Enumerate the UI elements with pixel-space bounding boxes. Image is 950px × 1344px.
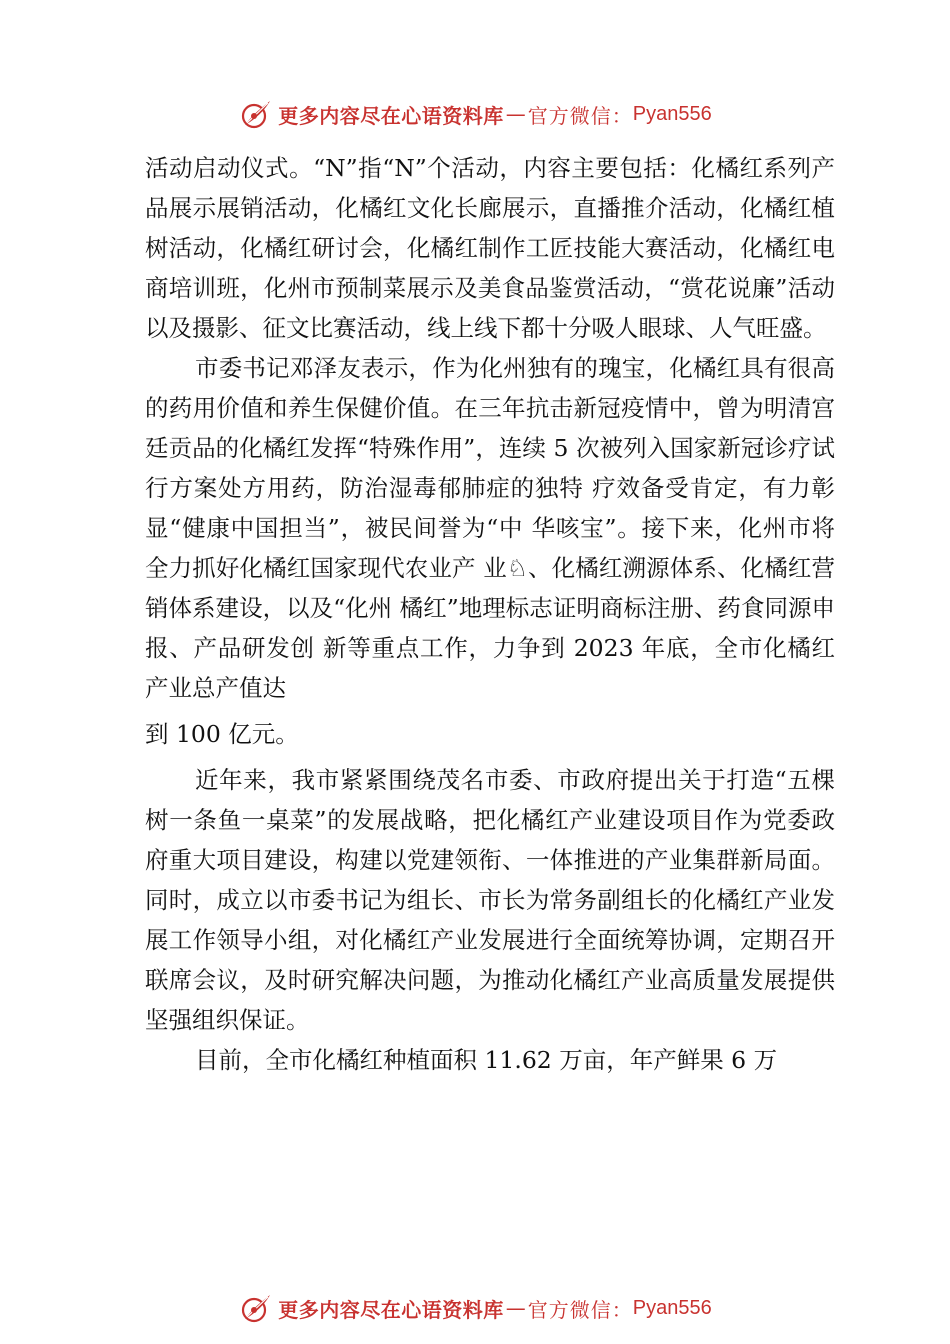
banner-wechat-handle: Pyan556 [632, 102, 712, 125]
quill-pen-logo-icon [238, 1290, 274, 1326]
paragraph-secretary-statement-tail: 到 100 亿元。 [145, 720, 299, 748]
quill-pen-logo-icon [238, 96, 274, 132]
paragraph-secretary-statement: 市委书记邓泽友表示，作为化州独有的瑰宝，化橘红具有很高的药用价值和养生保健价值。在三年抗击新冠疫情中，曾为明清宫廷贡品的化橘红发挥“特殊作用”，连续 5 次被列入国家新冠诊疗试行方案处方用药，防治湿毒郁肺症的独特 疗效备受肯定，有力彰显“健康中国担当”，被民间誉为“中 华咳宝”。接下来，化州市将全力抓好化橘红国家现代农业产 业♘、化橘红溯源体系、化橘红营销体系建设，以及“化州 橘红”地理标志证明商标注册、药食同源申报、产品研发创 新等重点工作，力争到 2023 年底，全市化橘红产业总产值达 [145, 354, 835, 702]
paragraph-activities: 活动启动仪式。“N”指“N”个活动，内容主要包括：化橘红系列产品展示展销活动，化橘红文化长廊展示，直播推介活动，化橘红植树活动，化橘红研讨会，化橘红制作工匠技能大赛活动，化橘红电商培训班，化州市预制菜展示及美食品鉴赏活动，“赏花说廉”活动以及摄影、征文比赛活动，线上线下都十分吸人眼球、人气旺盛。 [145, 154, 835, 342]
banner-wechat-label: 官方微信： [527, 103, 633, 128]
banner-dash: — [505, 1296, 526, 1320]
banner-wechat-label: 官方微信： [527, 1297, 633, 1322]
paragraph-current-status: 目前，全市化橘红种植面积 11.62 万亩，年产鲜果 6 万 [195, 1046, 778, 1074]
document-body [145, 148, 835, 1080]
banner-wechat-handle: Pyan556 [632, 1296, 712, 1319]
banner-brand-text: 更多内容尽在心语资料库 [278, 103, 504, 128]
header-banner [0, 92, 950, 136]
paragraph-recent-years: 近年来，我市紧紧围绕茂名市委、市政府提出关于打造“五棵树一条鱼一桌菜”的发展战略，把化橘红产业建设项目作为党委政府重大项目建设，构建以党建领衔、一体推进的产业集群新局面。同时，成立以市委书记为组长、市长为常务副组长的化橘红产业发展工作领导小组，对化橘红产业发展进行全面统筹协调，定期召开联席会议，及时研究解决问题，为推动化橘红产业高质量发展提供坚强组织保证。 [145, 766, 835, 1034]
banner-dash: — [505, 102, 526, 126]
banner-brand-text: 更多内容尽在心语资料库 [278, 1297, 504, 1322]
footer-banner [0, 1286, 950, 1330]
